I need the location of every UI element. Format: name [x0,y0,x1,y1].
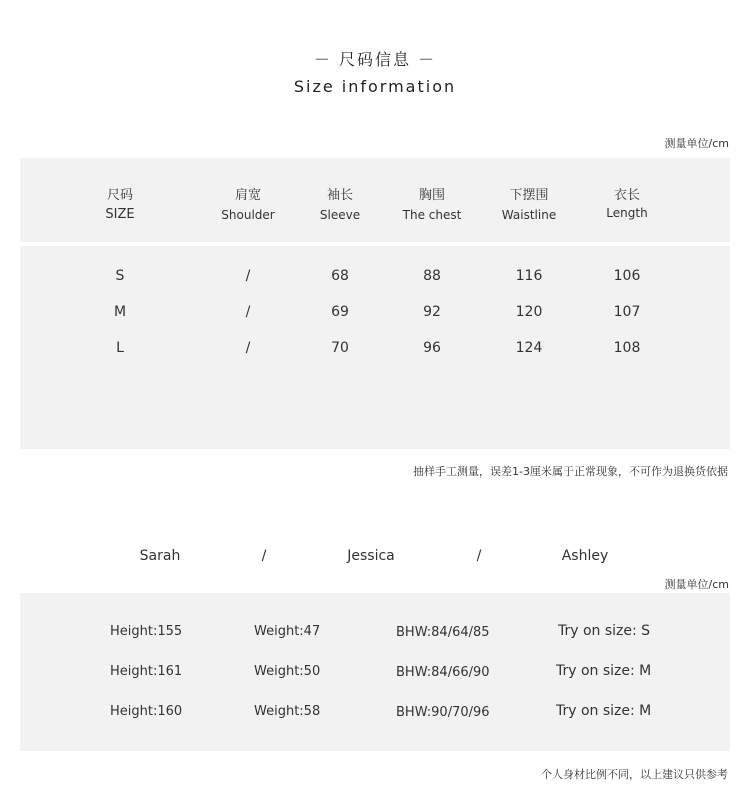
col-chest-cn: 胸围 [418,188,445,203]
model-unit-label: 测量单位/cm [664,578,729,591]
col-length-en: Length [606,206,648,220]
model-name-ashley: Ashley [561,548,609,564]
model-name-jessica: Jessica [347,548,395,564]
bhw-value: BHW:84/64/85 [396,625,490,640]
waistline-cell: 116 [515,268,543,284]
waistline-cell: 120 [515,304,543,320]
bhw-value: BHW:84/66/90 [396,665,490,680]
try-on-size: Try on size: M [556,703,652,719]
size-table-body [20,246,730,449]
col-waistline-cn: 下摆围 [509,188,549,203]
size-cell: L [116,340,124,356]
reference-note: 个人身材比例不同，以上建议只供参考 [541,768,728,781]
col-length-cn: 衣长 [613,188,640,203]
sleeve-cell: 69 [331,304,349,320]
shoulder-cell: / [245,304,251,320]
height-value: Height:160 [110,704,183,719]
size-cell: M [113,304,127,320]
weight-value: Weight:47 [254,624,321,639]
waistline-cell: 124 [515,340,543,356]
height-value: Height:161 [110,664,183,679]
chest-cell: 92 [423,304,441,320]
shoulder-cell: / [245,340,251,356]
title-cn: － 尺码信息 － [313,50,437,69]
shoulder-cell: / [245,268,251,284]
chest-cell: 88 [423,268,441,284]
col-sleeve-cn: 袖长 [326,188,353,203]
length-cell: 106 [613,268,641,284]
col-waistline-en: Waistline [501,208,557,222]
col-shoulder-en: Shoulder [221,208,275,222]
weight-value: Weight:50 [254,664,321,679]
size-cell: S [115,268,125,284]
length-cell: 107 [613,304,641,320]
weight-value: Weight:58 [254,704,321,719]
title-en: Size information [293,77,457,96]
chest-cell: 96 [423,340,441,356]
model-panel [20,593,730,751]
name-separator: / [261,548,267,564]
col-size-en: SIZE [105,207,135,222]
col-size-cn: 尺码 [106,188,133,203]
bhw-value: BHW:90/70/96 [396,705,490,720]
height-value: Height:155 [110,624,183,639]
sleeve-cell: 68 [331,268,349,284]
col-sleeve-en: Sleeve [319,208,361,222]
try-on-size: Try on size: M [556,663,652,679]
col-chest-en: The chest [402,208,462,222]
try-on-size: Try on size: S [558,623,651,639]
model-name-sarah: Sarah [139,548,181,564]
name-separator: / [476,548,482,564]
size-table-header [20,158,730,242]
sleeve-cell: 70 [331,340,349,356]
measurement-note: 抽样手工测量，误差1-3厘米属于正常现象，不可作为退换货依据 [413,465,728,478]
length-cell: 108 [613,340,641,356]
size-unit-label: 测量单位/cm [664,137,729,150]
col-shoulder-cn: 肩宽 [234,188,261,203]
